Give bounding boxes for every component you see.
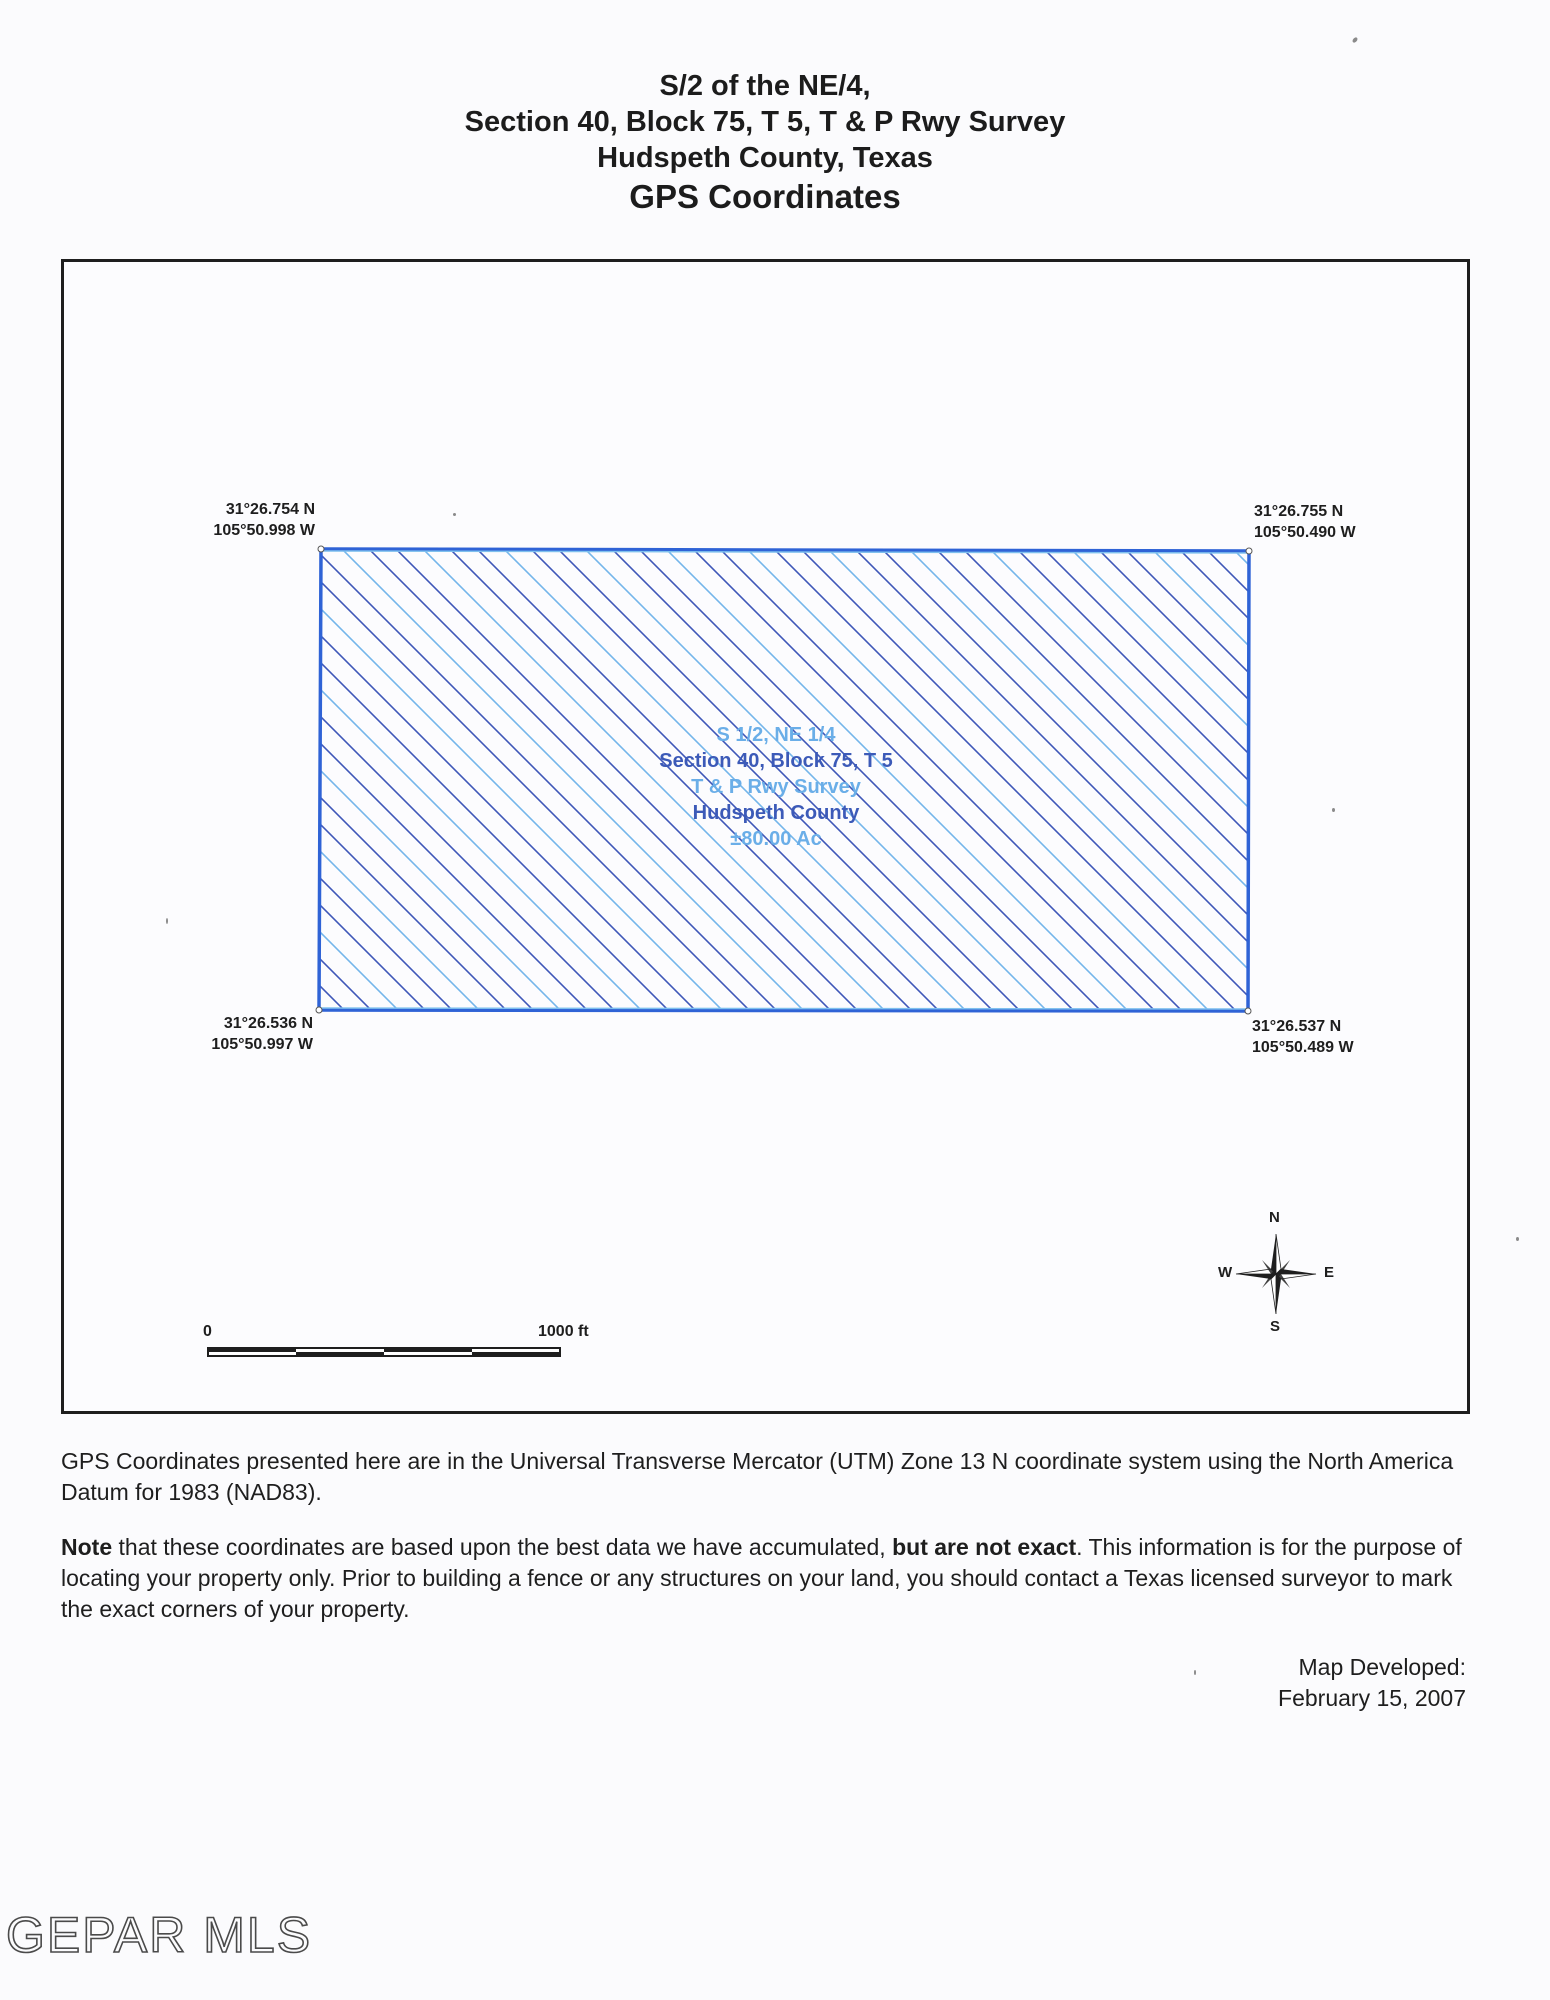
hatch-line — [1062, 540, 1542, 1020]
notes-note-bold: Note — [61, 1534, 113, 1560]
corner-marker-nw — [318, 546, 324, 552]
hatch-line — [0, 540, 327, 1020]
notes-text-part2: . This information is for the purpose of locating your property only. Prior to building a fence or any structures on your land, you should contact a Texas licensed surveyor to mark the exact corners of your property. — [61, 1534, 1462, 1622]
hatch-line — [927, 540, 1407, 1020]
corner-marker-ne — [1246, 548, 1252, 554]
tract-label-section: Section 40, Block 75, T 5 — [659, 750, 893, 772]
tract-label-county: Hudspeth County — [692, 802, 860, 824]
tract-label-survey: T & P Rwy Survey — [691, 776, 861, 798]
notes-text-part1: that these coordinates are based upon the best data we have accumulated, — [112, 1534, 893, 1560]
hatch-line — [36, 540, 516, 1020]
corner-marker-se — [1245, 1008, 1251, 1014]
scan-speck — [166, 918, 168, 924]
hatch-line — [0, 540, 354, 1020]
corner-se-lon: 105°50.489 W — [1252, 1039, 1354, 1056]
tract-label — [556, 722, 996, 852]
scan-speck — [1516, 1237, 1519, 1241]
disclaimer-notes — [61, 1446, 1481, 1649]
notes-coordinate-system: GPS Coordinates presented here are in the Universal Transverse Mercator (UTM) Zone 13 N coordinate system using the North America Datum for 1983 (NAD83). — [61, 1448, 1454, 1505]
corner-label-sw — [166, 1013, 313, 1055]
scan-speck — [1194, 1670, 1196, 1675]
hatch-line — [0, 540, 462, 1020]
tract-label-acreage: ±80.00 Ac — [730, 828, 822, 850]
notes-accuracy-disclaimer — [61, 1532, 1481, 1625]
tract-label-parcel: S 1/2, NE 1/4 — [716, 724, 836, 746]
compass-west-label: W — [1218, 1264, 1233, 1281]
hatch-line — [1035, 540, 1515, 1020]
hatch-line — [9, 540, 489, 1020]
compass-south-label: S — [1270, 1318, 1281, 1335]
compass-rose-icon — [1236, 1234, 1316, 1314]
title-parcel: S/2 of the NE/4, — [659, 70, 871, 102]
corner-se-lat: 31°26.537 N — [1252, 1018, 1342, 1035]
hatch-line — [1143, 540, 1550, 1020]
title-gps: GPS Coordinates — [629, 178, 901, 215]
corner-sw-lon: 105°50.997 W — [211, 1036, 313, 1053]
map-developed-date: February 15, 2007 — [1278, 1685, 1466, 1711]
corner-marker-sw — [316, 1007, 322, 1013]
compass-east-label: E — [1324, 1264, 1335, 1281]
hatch-line — [981, 540, 1461, 1020]
gepar-mls-watermark: GEPAR MLS — [6, 1907, 313, 1963]
compass-north-label: N — [1269, 1209, 1280, 1226]
scale-bar-start-label: 0 — [203, 1323, 212, 1340]
scan-speck — [453, 513, 456, 516]
hatch-line — [1089, 540, 1550, 1020]
corner-nw-lon: 105°50.998 W — [213, 522, 315, 539]
hatch-line — [0, 540, 300, 1020]
corner-ne-lat: 31°26.755 N — [1254, 503, 1344, 520]
hatch-line — [90, 540, 570, 1020]
hatch-line — [144, 540, 624, 1020]
hatch-line — [1116, 540, 1550, 1020]
corner-ne-lon: 105°50.490 W — [1254, 524, 1356, 541]
corner-label-nw — [170, 499, 315, 541]
scan-speck — [1332, 808, 1335, 812]
title-county: Hudspeth County, Texas — [597, 142, 933, 174]
notes-not-exact-bold: but are not exact — [892, 1534, 1077, 1560]
hatch-line — [1224, 540, 1550, 1020]
hatch-line — [0, 540, 435, 1020]
hatch-line — [954, 540, 1434, 1020]
scale-bar-end-label: 1000 ft — [538, 1323, 589, 1340]
corner-label-ne — [1254, 501, 1356, 543]
hatch-line — [0, 540, 408, 1020]
map-developed-label: Map Developed: — [1298, 1654, 1466, 1680]
corner-sw-lat: 31°26.536 N — [223, 1015, 313, 1032]
parcel-boundary-highlight-bottom — [319, 1008, 1248, 1009]
corner-label-se — [1252, 1016, 1354, 1058]
hatch-line — [117, 540, 597, 1020]
title-section: Section 40, Block 75, T 5, T & P Rwy Survey — [464, 106, 1066, 138]
hatch-line — [63, 540, 543, 1020]
hatch-line — [1251, 540, 1550, 1020]
corner-nw-lat: 31°26.754 N — [225, 501, 315, 518]
map-developed-block — [1278, 1652, 1466, 1714]
scale-bar — [208, 1348, 560, 1356]
